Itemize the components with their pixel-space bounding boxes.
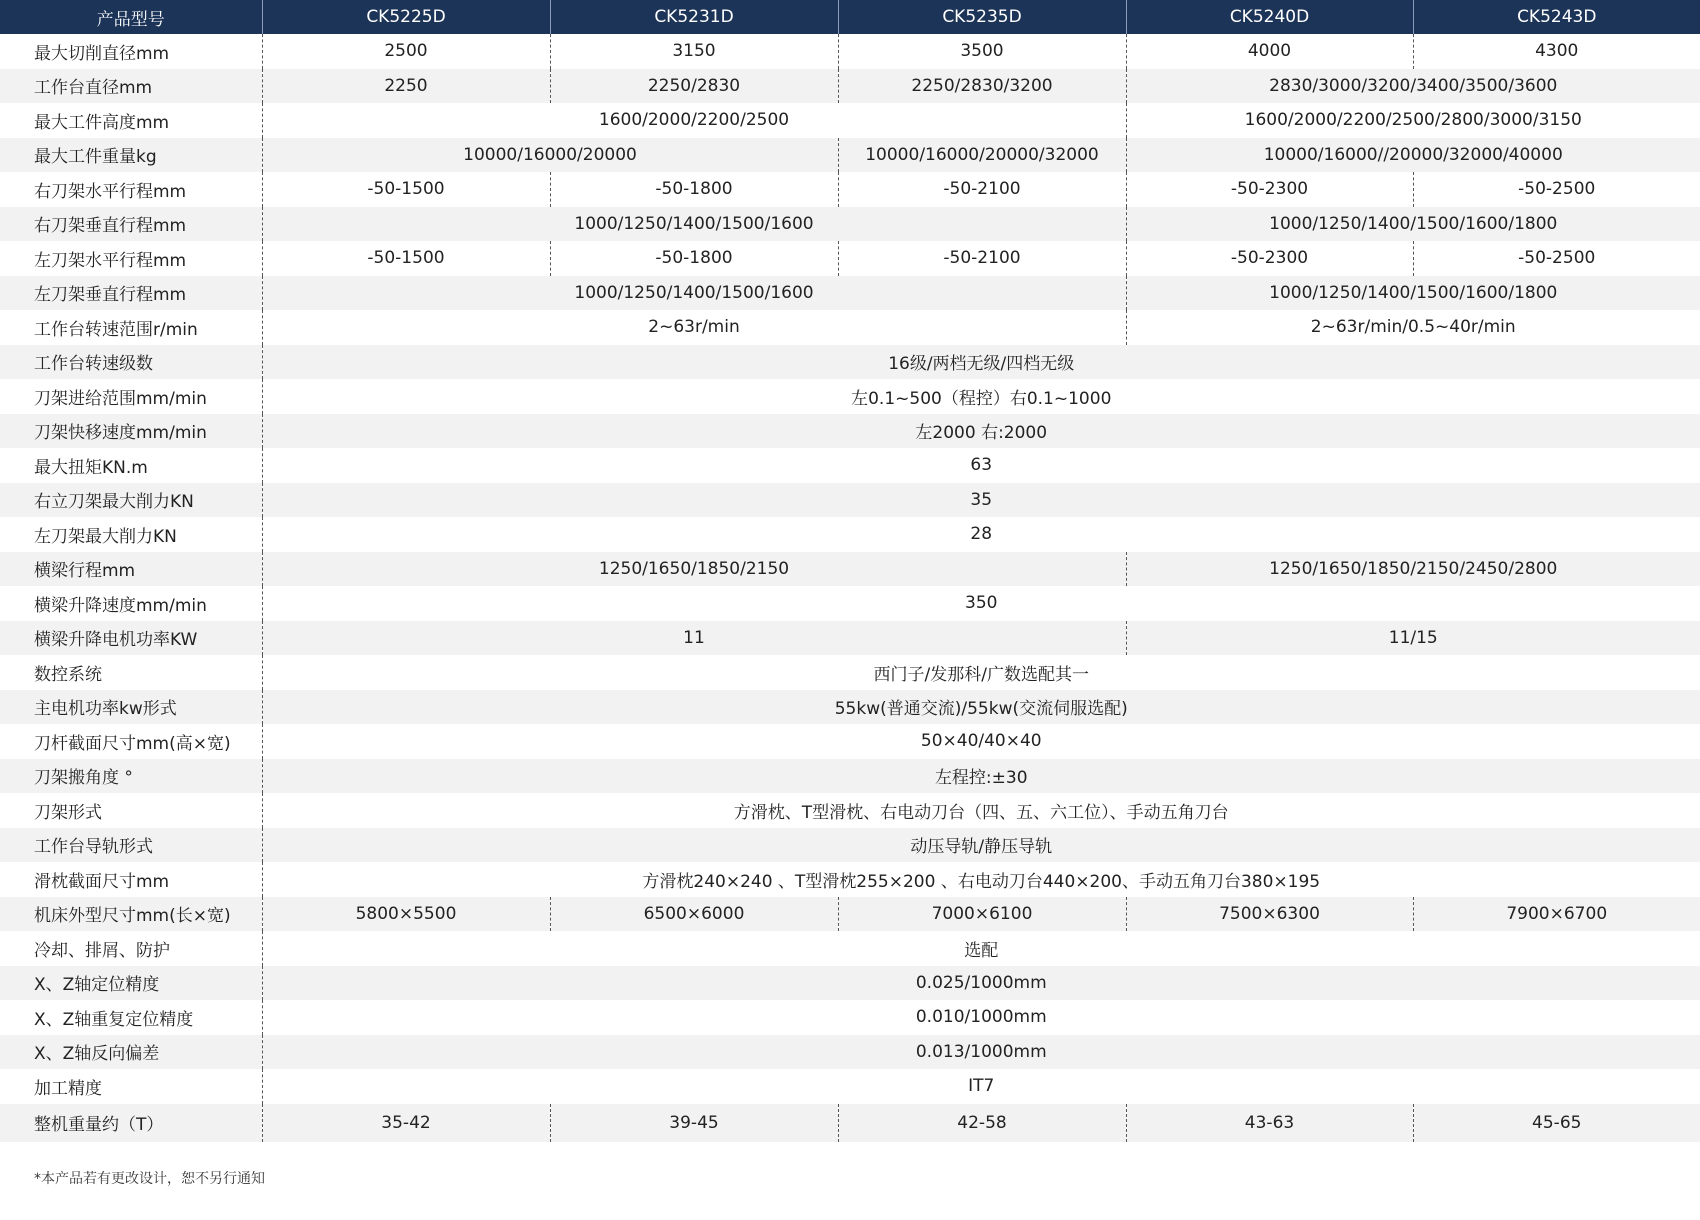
value-cell: 0.013/1000mm <box>262 1035 1700 1070</box>
row-label: 刀架形式 <box>0 793 262 828</box>
model-header-cell: CK5235D <box>838 0 1126 34</box>
value-cell: 2250/2830/3200 <box>838 69 1126 104</box>
value-cell: 2830/3000/3200/3400/3500/3600 <box>1126 69 1700 104</box>
value-cell: -50-2100 <box>838 172 1126 207</box>
table-row <box>0 483 1700 518</box>
value-cell: 350 <box>262 586 1700 621</box>
value-cell: 63 <box>262 448 1700 483</box>
value-cell: 7500×6300 <box>1126 897 1413 932</box>
table-row <box>0 414 1700 449</box>
row-label: 刀杆截面尺寸mm(高×宽) <box>0 724 262 759</box>
value-cell: 1000/1250/1400/1500/1600 <box>262 276 1126 311</box>
table-row <box>0 552 1700 587</box>
row-label: 最大切削直径mm <box>0 34 262 69</box>
value-cell: 5800×5500 <box>262 897 550 932</box>
value-cell: 6500×6000 <box>550 897 838 932</box>
model-header-cell: CK5243D <box>1413 0 1700 34</box>
row-label: 工作台转速范围r/min <box>0 310 262 345</box>
value-cell: -50-1500 <box>262 172 550 207</box>
table-row <box>0 1000 1700 1035</box>
row-label: 滑枕截面尺寸mm <box>0 862 262 897</box>
row-label: 左刀架水平行程mm <box>0 241 262 276</box>
table-row <box>0 172 1700 207</box>
table-row <box>0 655 1700 690</box>
model-header-cell: CK5225D <box>262 0 550 34</box>
row-label: X、Z轴反向偏差 <box>0 1035 262 1070</box>
value-cell: -50-2500 <box>1413 241 1700 276</box>
table-row <box>0 862 1700 897</box>
value-cell: IT7 <box>262 1069 1700 1104</box>
value-cell: 1000/1250/1400/1500/1600/1800 <box>1126 207 1700 242</box>
value-cell: 7000×6100 <box>838 897 1126 932</box>
value-cell: 3500 <box>838 34 1126 69</box>
value-cell: -50-1800 <box>550 241 838 276</box>
value-cell: 2~63r/min <box>262 310 1126 345</box>
spec-body <box>0 34 1700 1142</box>
value-cell: 16级/两档无级/四档无级 <box>262 345 1700 380</box>
value-cell: 28 <box>262 517 1700 552</box>
table-row <box>0 241 1700 276</box>
row-label: 机床外型尺寸mm(长×宽) <box>0 897 262 932</box>
value-cell: 动压导轨/静压导轨 <box>262 828 1700 863</box>
table-row <box>0 931 1700 966</box>
row-label: 最大扭矩KN.m <box>0 448 262 483</box>
row-label: 右立刀架最大削力KN <box>0 483 262 518</box>
row-label: X、Z轴重复定位精度 <box>0 1000 262 1035</box>
value-cell: 方滑枕240×240 、T型滑枕255×200 、右电动刀台440×200、手动五角刀台380×195 <box>262 862 1700 897</box>
value-cell: 10000/16000//20000/32000/40000 <box>1126 138 1700 173</box>
value-cell: 2500 <box>262 34 550 69</box>
row-label: 左刀架最大削力KN <box>0 517 262 552</box>
value-cell: 0.010/1000mm <box>262 1000 1700 1035</box>
row-label: 最大工件高度mm <box>0 103 262 138</box>
row-label: 最大工件重量kg <box>0 138 262 173</box>
table-row <box>0 276 1700 311</box>
value-cell: 左2000 右:2000 <box>262 414 1700 449</box>
value-cell: 42-58 <box>838 1104 1126 1142</box>
value-cell: 1250/1650/1850/2150 <box>262 552 1126 587</box>
value-cell: 35-42 <box>262 1104 550 1142</box>
row-label: 横梁行程mm <box>0 552 262 587</box>
table-row <box>0 828 1700 863</box>
value-cell: 2~63r/min/0.5~40r/min <box>1126 310 1700 345</box>
value-cell: 7900×6700 <box>1413 897 1700 932</box>
value-cell: 0.025/1000mm <box>262 966 1700 1001</box>
value-cell: 11/15 <box>1126 621 1700 656</box>
value-cell: 西门子/发那科/广数选配其一 <box>262 655 1700 690</box>
table-row <box>0 345 1700 380</box>
table-row <box>0 621 1700 656</box>
row-label: 刀架搬角度 ° <box>0 759 262 794</box>
value-cell: 4000 <box>1126 34 1413 69</box>
value-cell: 3150 <box>550 34 838 69</box>
value-cell: 左程控:±30 <box>262 759 1700 794</box>
table-row <box>0 517 1700 552</box>
table-row <box>0 1104 1700 1142</box>
table-row <box>0 448 1700 483</box>
table-row <box>0 138 1700 173</box>
header-row <box>0 0 1700 34</box>
value-cell: -50-2300 <box>1126 172 1413 207</box>
value-cell: -50-2300 <box>1126 241 1413 276</box>
value-cell: 左0.1~500（程控）右0.1~1000 <box>262 379 1700 414</box>
table-row <box>0 310 1700 345</box>
value-cell: 方滑枕、T型滑枕、右电动刀台（四、五、六工位）、手动五角刀台 <box>262 793 1700 828</box>
table-row <box>0 1069 1700 1104</box>
value-cell: 1000/1250/1400/1500/1600 <box>262 207 1126 242</box>
value-cell: 选配 <box>262 931 1700 966</box>
table-row <box>0 966 1700 1001</box>
value-cell: -50-2500 <box>1413 172 1700 207</box>
value-cell: 1600/2000/2200/2500 <box>262 103 1126 138</box>
table-row <box>0 379 1700 414</box>
row-label: 左刀架垂直行程mm <box>0 276 262 311</box>
value-cell: 43-63 <box>1126 1104 1413 1142</box>
row-label: 整机重量约（T） <box>0 1104 262 1142</box>
row-label: 主电机功率kw形式 <box>0 690 262 725</box>
row-label: 加工精度 <box>0 1069 262 1104</box>
value-cell: 2250 <box>262 69 550 104</box>
table-row <box>0 207 1700 242</box>
table-row <box>0 34 1700 69</box>
table-row <box>0 897 1700 932</box>
value-cell: 4300 <box>1413 34 1700 69</box>
value-cell: 10000/16000/20000/32000 <box>838 138 1126 173</box>
value-cell: 55kw(普通交流)/55kw(交流伺服选配) <box>262 690 1700 725</box>
value-cell: -50-1800 <box>550 172 838 207</box>
row-label: X、Z轴定位精度 <box>0 966 262 1001</box>
row-label: 右刀架水平行程mm <box>0 172 262 207</box>
model-header-cell: CK5231D <box>550 0 838 34</box>
value-cell: 11 <box>262 621 1126 656</box>
row-label: 工作台直径mm <box>0 69 262 104</box>
table-row <box>0 586 1700 621</box>
value-cell: 1000/1250/1400/1500/1600/1800 <box>1126 276 1700 311</box>
table-row <box>0 103 1700 138</box>
header-label-cell: 产品型号 <box>0 0 262 34</box>
value-cell: 50×40/40×40 <box>262 724 1700 759</box>
value-cell: 10000/16000/20000 <box>262 138 838 173</box>
value-cell: 45-65 <box>1413 1104 1700 1142</box>
row-label: 横梁升降速度mm/min <box>0 586 262 621</box>
value-cell: 1250/1650/1850/2150/2450/2800 <box>1126 552 1700 587</box>
value-cell: -50-1500 <box>262 241 550 276</box>
row-label: 冷却、排屑、防护 <box>0 931 262 966</box>
table-row <box>0 69 1700 104</box>
row-label: 工作台转速级数 <box>0 345 262 380</box>
value-cell: 39-45 <box>550 1104 838 1142</box>
value-cell: -50-2100 <box>838 241 1126 276</box>
footnote: *本产品若有更改设计，恕不另行通知 <box>34 1171 265 1187</box>
table-row <box>0 793 1700 828</box>
row-label: 横梁升降电机功率KW <box>0 621 262 656</box>
value-cell: 2250/2830 <box>550 69 838 104</box>
table-row <box>0 724 1700 759</box>
row-label: 刀架进给范围mm/min <box>0 379 262 414</box>
table-row <box>0 690 1700 725</box>
row-label: 工作台导轨形式 <box>0 828 262 863</box>
table-row <box>0 759 1700 794</box>
value-cell: 1600/2000/2200/2500/2800/3000/3150 <box>1126 103 1700 138</box>
model-header-cell: CK5240D <box>1126 0 1413 34</box>
table-row <box>0 1035 1700 1070</box>
row-label: 刀架快移速度mm/min <box>0 414 262 449</box>
row-label: 右刀架垂直行程mm <box>0 207 262 242</box>
row-label: 数控系统 <box>0 655 262 690</box>
value-cell: 35 <box>262 483 1700 518</box>
